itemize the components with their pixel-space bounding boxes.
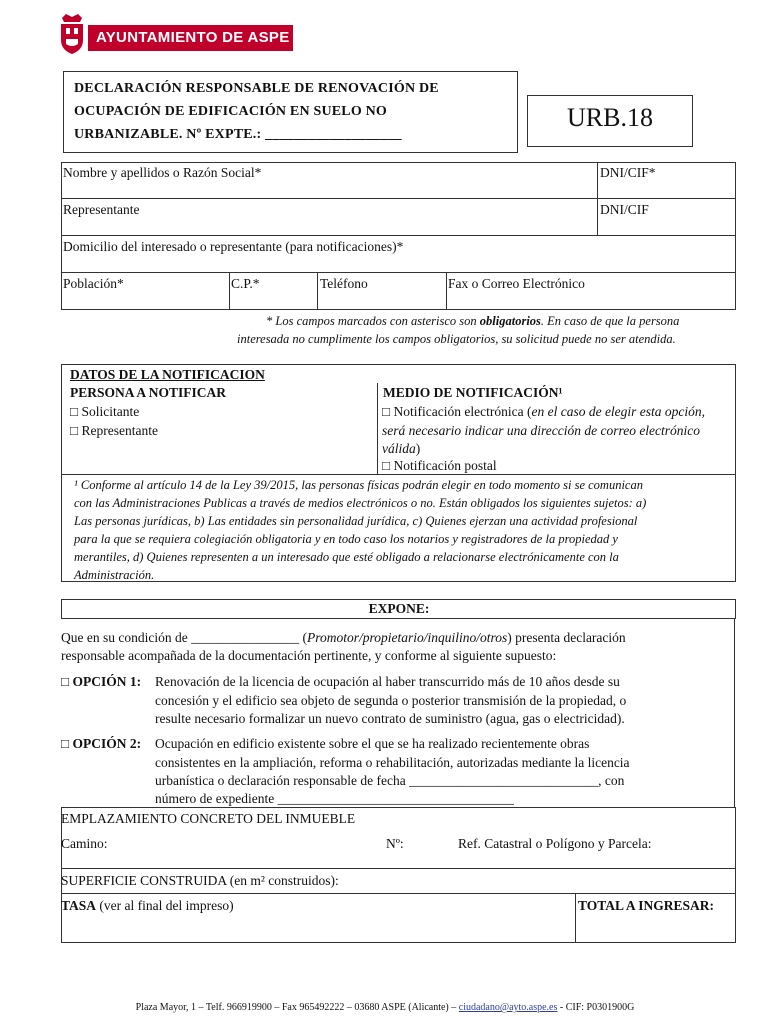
option-1-checkbox[interactable]: □ OPCIÓN 1: [61, 674, 142, 689]
phone-field-label[interactable]: Teléfono [320, 276, 368, 291]
expone-heading: EXPONE: [368, 601, 430, 616]
expone-intro-line-1: Que en su condición de ________________ (Promotor/propietario/inquilino/otros) presenta declaración [61, 630, 626, 645]
road-field-label[interactable]: Camino: [61, 836, 108, 851]
applicant-checkbox[interactable]: □ Solicitante [70, 404, 140, 419]
representative-dni-field-label[interactable]: DNI/CIF [600, 202, 649, 217]
zip-field-label[interactable]: C.P.* [231, 276, 260, 291]
address-field-label[interactable]: Domicilio del interesado o representante (para notificaciones)* [63, 239, 404, 254]
expone-intro-line-2: responsable acompañada de la documentación pertinente, y conforme al siguiente supuesto: [61, 648, 557, 663]
representative-checkbox[interactable]: □ Representante [70, 423, 158, 438]
form-code: URB.18 [567, 103, 653, 132]
city-field-label[interactable]: Población* [63, 276, 124, 291]
option-2-line-1: Ocupación en edificio existente sobre el que se ha realizado recientemente obras [155, 736, 590, 751]
title-line-1: DECLARACIÓN RESPONSABLE DE RENOVACIÓN DE [74, 81, 439, 96]
org-banner [88, 25, 293, 51]
footnote-line-3: Las personas jurídicas, b) Las entidades sin personalidad jurídica, c) Quienes ejerzan una actividad profesional [74, 514, 638, 528]
footnote-line-6: Administración. [74, 568, 155, 582]
notification-heading: DATOS DE LA NOTIFICACION [70, 367, 265, 382]
org-name: AYUNTAMIENTO DE ASPE [96, 29, 290, 46]
footnote-line-2: con las Administraciones Publicas a través de medios electrónicos o no. Están obligados los siguientes sujetos: a) [74, 496, 647, 510]
applicant-table [61, 162, 736, 310]
person-heading: PERSONA A NOTIFICAR [70, 385, 227, 400]
property-heading: EMPLAZAMIENTO CONCRETO DEL INMUEBLE [61, 811, 356, 826]
electronic-notification-checkbox[interactable]: □ Notificación electrónica (en el caso de elegir esta opción, [382, 404, 706, 419]
form-code-box [527, 95, 693, 147]
option-2-line-3: urbanística o declaración responsable de fecha ____________________________, con [155, 773, 625, 788]
title-line-2: OCUPACIÓN DE EDIFICACIÓN EN SUELO NO [74, 104, 388, 119]
fee-field-label[interactable]: TASA (ver al final del impreso) [61, 898, 234, 913]
required-note: * Los campos marcados con asterisco son obligatorios. En caso de que la persona [266, 314, 680, 328]
footnote-line-5: merantiles, d) Quienes representen a un interesado que esté obligado a relacionarse electrónicamente con la [74, 550, 619, 564]
medium-heading: MEDIO DE NOTIFICACIÓN¹ [383, 385, 563, 400]
footnote-line-1: ¹ Conforme al artículo 14 de la Ley 39/2015, las personas físicas podrán elegir en todo momento si se comunican [74, 478, 643, 492]
postal-notification-checkbox[interactable]: □ Notificación postal [382, 458, 497, 473]
electronic-note-line-3: válida) [382, 441, 421, 456]
surface-field-label[interactable]: SUPERFICIE CONSTRUIDA (en m² construidos): [61, 873, 339, 888]
cadastral-field-label[interactable]: Ref. Catastral o Polígono y Parcela: [458, 836, 652, 851]
electronic-note-line-2: será necesario indicar una dirección de correo electrónico [382, 423, 701, 438]
number-field-label[interactable]: Nº: [386, 836, 404, 851]
dni-field-label[interactable]: DNI/CIF* [600, 165, 656, 180]
title-line-3: URBANIZABLE. Nº EXPTE.: ___________________ [74, 127, 402, 142]
required-note-line-2: interesada no cumplimente los campos obligatorios, su solicitud puede no ser atendida. [237, 332, 676, 346]
total-field-label[interactable]: TOTAL A INGRESAR: [578, 898, 715, 913]
option-1-line-2: concesión y el edificio sea objeto de segunda o posterior transmisión de la propiedad, o [155, 693, 627, 708]
option-1-line-3: resulte necesario formalizar un nuevo contrato de suministro (agua, gas o electricidad). [155, 711, 625, 726]
representative-field-label[interactable]: Representante [63, 202, 140, 217]
option-2-line-2: consistentes en la ampliación, reforma o rehabilitación, autorizadas mediante la licencia [155, 755, 630, 770]
fax-email-field-label[interactable]: Fax o Correo Electrónico [448, 276, 585, 291]
coat-of-arms-icon [58, 14, 86, 54]
option-2-checkbox[interactable]: □ OPCIÓN 2: [61, 736, 142, 751]
footnote-line-4: para la que se requiera colegiación obligatoria y en todo caso los notarios y registradores de la propiedad y [74, 532, 618, 546]
footer: Plaza Mayor, 1 – Telf. 966919900 – Fax 965492222 – 03680 ASPE (Alicante) – ciudadano@ayto.aspe.es - CIF: P0301900G [135, 1002, 635, 1013]
option-2-line-4: número de expediente ___________________________________ [155, 791, 514, 806]
name-field-label[interactable]: Nombre y apellidos o Razón Social* [63, 165, 262, 180]
email-link[interactable]: ciudadano@ayto.aspe.es [458, 1002, 558, 1013]
option-1-line-1: Renovación de la licencia de ocupación al haber transcurrido más de 10 años desde su [155, 674, 620, 689]
